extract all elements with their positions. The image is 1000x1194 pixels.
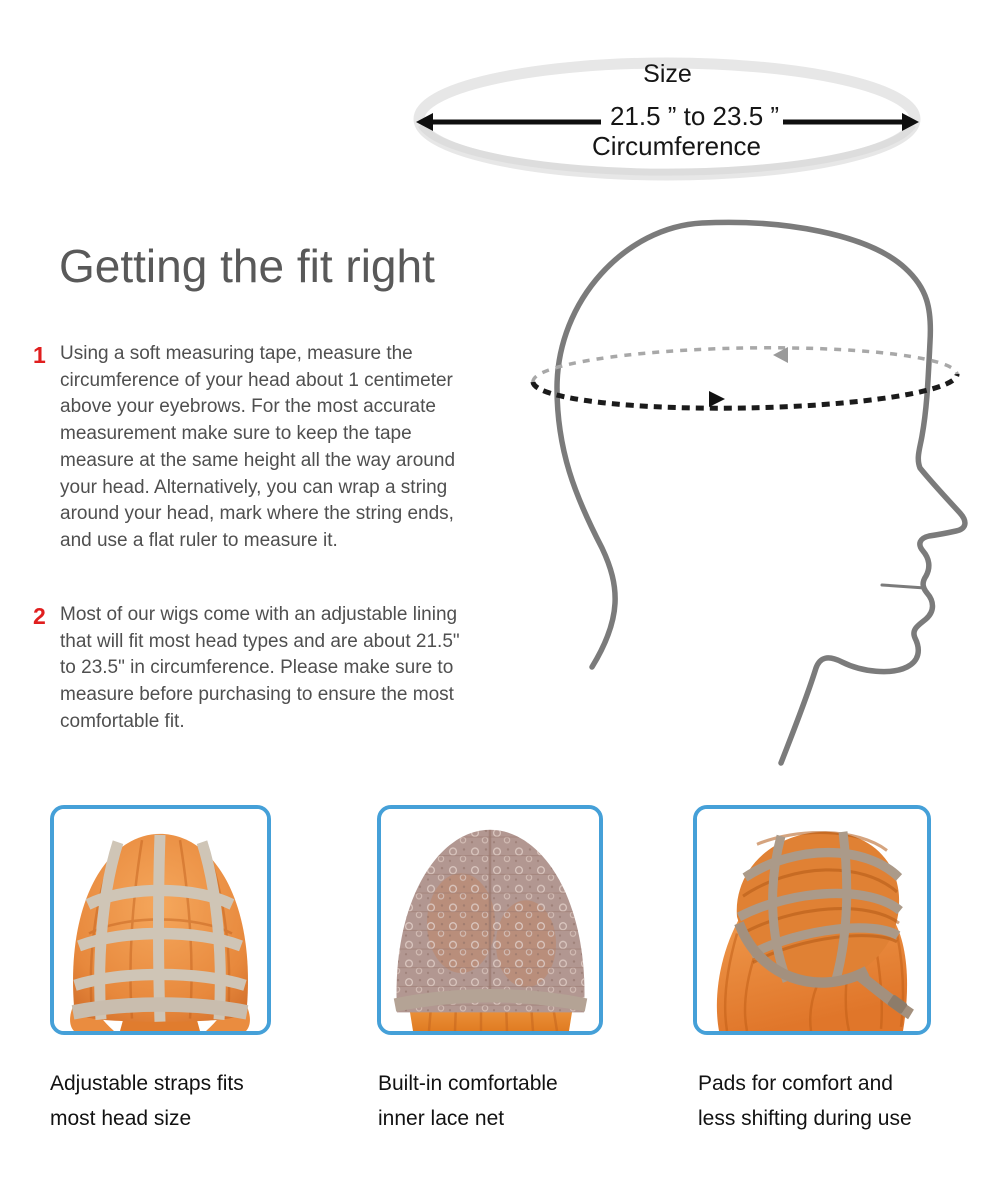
front-arrowhead — [709, 391, 725, 407]
tape-circumference-label: Circumference — [591, 131, 762, 161]
wig-cap-back-straps-image — [54, 809, 267, 1031]
step-2-text: Most of our wigs come with an adjustable lining that will fit most head types and are about 21.5" to 23.5" in circumference. Please make sure to measure before purchasing to ensure the most comfortable fit. — [60, 604, 460, 732]
step-2 — [33, 602, 460, 736]
head-outline — [557, 222, 965, 763]
tape-range-label: 21.5 ” to 23.5 ” — [609, 101, 780, 131]
feature-card-pads — [693, 805, 931, 1035]
feature-caption-lace: Built-in comfortable inner lace net — [378, 1072, 558, 1130]
feature-caption-pads: Pads for comfort and less shifting during use — [698, 1072, 912, 1130]
measurement-dashed-ellipse — [533, 347, 957, 408]
step-2-number: 2 — [33, 603, 46, 629]
page-title: Getting the fit right — [59, 240, 435, 292]
feature-card-lace — [377, 805, 603, 1035]
head-profile-illustration — [530, 210, 1000, 775]
cap-bottom-band — [73, 1005, 247, 1013]
feature-caption-straps: Adjustable straps fits most head size — [50, 1072, 244, 1130]
mouth-line — [882, 585, 925, 588]
step-1 — [33, 341, 455, 555]
step-1-number: 1 — [33, 342, 46, 368]
step-1-text: Using a soft measuring tape, measure the circumference of your head about 1 centimeter above your eyebrows. For the most accurate measurement make sure to keep the tape measure at the same height all the way around your head. Alternatively, you can wrap a string around your head, mark where the string ends, and use a flat ruler to measure it. — [60, 343, 456, 551]
feature-card-straps — [50, 805, 271, 1035]
tape-size-label: Size — [643, 60, 692, 88]
wig-cap-side-pads-image — [697, 809, 927, 1031]
wig-cap-inner-lace-image — [381, 809, 599, 1031]
